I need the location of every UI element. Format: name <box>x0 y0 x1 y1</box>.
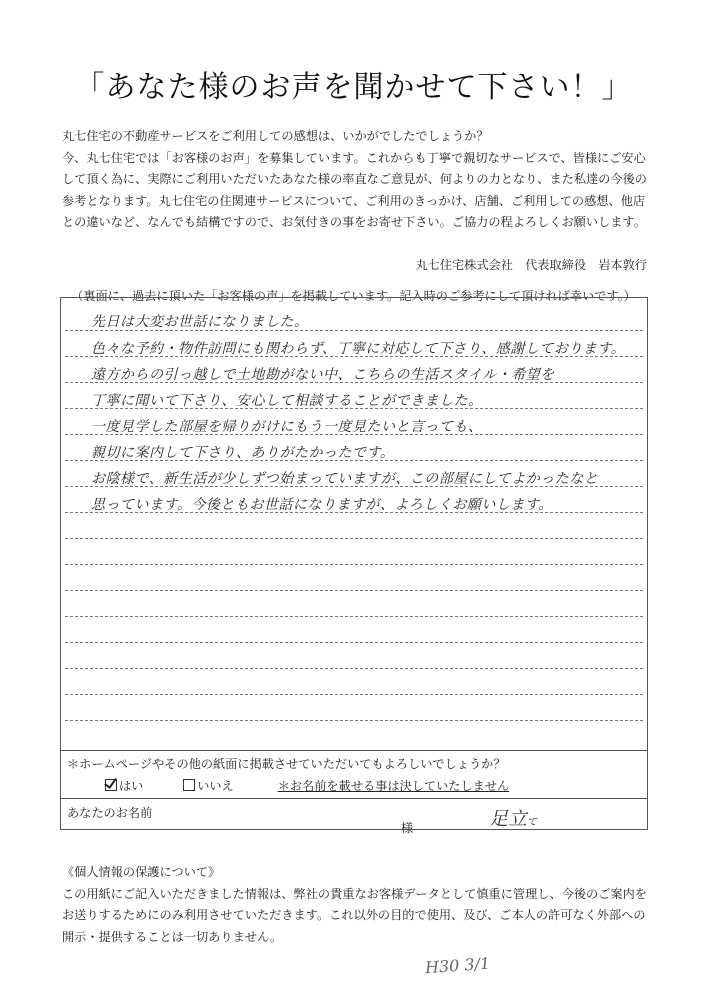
handwritten-line: 思っています。今後ともお世話になりますが、よろしくお願いします。 <box>91 497 553 513</box>
privacy-section <box>62 862 662 948</box>
consent-no-checkbox[interactable] <box>183 779 195 791</box>
handwritten-line: 丁寧に聞いて下さり、安心して相談することができました。 <box>91 393 483 409</box>
name-privacy-note: ＊お名前を載せる事は決していたしません <box>277 779 510 793</box>
handwritten-line: 先日は大変お世話になりました。 <box>91 314 309 330</box>
feedback-form-box <box>60 297 648 835</box>
consent-yes-label: はい <box>119 779 144 793</box>
privacy-heading: 《個人情報の保護について》 <box>62 865 221 879</box>
handwritten-line: お陰様で、新生活が少しずつ始まっていますが、この部屋にしてよかったなと <box>91 471 599 487</box>
handwritten-line: 一度見学した部屋を帰りがけにもう一度見たいと言っても、 <box>91 419 483 435</box>
handwritten-line: 色々な予約・物件訪問にも関わらず、丁寧に対応して下さり、感謝しております。 <box>91 341 626 357</box>
handwritten-name-text: 足立 <box>489 808 528 830</box>
section-divider <box>61 798 647 799</box>
privacy-line: 開示・提供することは一切ありません。 <box>62 929 283 944</box>
consent-no-label: いいえ <box>197 779 234 793</box>
company-signature: 丸七住宅株式会社 代表取締役 岩本敦行 <box>415 258 647 272</box>
consent-yes-option[interactable] <box>105 777 143 794</box>
handwritten-name <box>489 804 537 831</box>
intro-line: 丸七住宅の不動産サービスをご利用しての感想は、いかがでしたでしょうか？ <box>62 129 489 143</box>
intro-line: との違いなど、なんでも結構ですので、お気付きの事をお寄せ下さい。ご協力の程よろしくお願いします。 <box>62 215 646 229</box>
privacy-line: お送りするためにのみ利用させていただきます。これ以外の目的で使用、及び、ご本人の許可なく外部への <box>62 908 646 922</box>
handwritten-line: 親切に案内して下さり、ありがたかったです。 <box>91 445 395 461</box>
handwritten-line: 遠方からの引っ越しで土地勘がない中、こちらの生活スタイル・希望を <box>91 367 555 383</box>
intro-line: して頂く為に、実際にご利用いただいたあなた様の率直なご意見が、何よりの力となり、また私達の今後の <box>62 172 647 186</box>
intro-line: 今、丸七住宅では「お客様のお声」を募集しています。これからも丁寧で親切なサービスで、皆様にご安心 <box>62 150 646 165</box>
privacy-line: この用紙にご記入いただきました情報は、弊社の貴重なお客様データとして慎重に管理し、今後のご案内を <box>62 886 647 901</box>
name-field-label: あなたのお名前 <box>67 806 153 820</box>
consent-yes-checkbox[interactable] <box>105 779 117 791</box>
handwritten-comment <box>61 298 647 750</box>
handwritten-date-note: H30 3/1 <box>424 953 491 978</box>
consent-question: ＊ホームページやその他の紙面に掲載させていただいてもよろしいでしょうか？ <box>67 757 506 771</box>
consent-options <box>105 777 509 794</box>
page-title: 「あなた様のお声を聞かせて下さい！」 <box>74 70 633 105</box>
intro-text <box>62 126 662 234</box>
intro-line: 参考となります。丸七住宅の住関連サービスについて、ご利用のきっかけ、店舗、ご利用しての感想、他店 <box>62 193 646 208</box>
handwritten-name-suffix: て <box>527 817 538 828</box>
reference-notice: （裏面に、過去に頂いた「お客様の声」を掲載しています。記入時のご参考にして頂ければ幸いです。） <box>71 289 636 303</box>
honorific-label: 様 <box>401 821 414 835</box>
consent-no-option[interactable] <box>183 777 234 794</box>
section-divider <box>61 750 647 751</box>
